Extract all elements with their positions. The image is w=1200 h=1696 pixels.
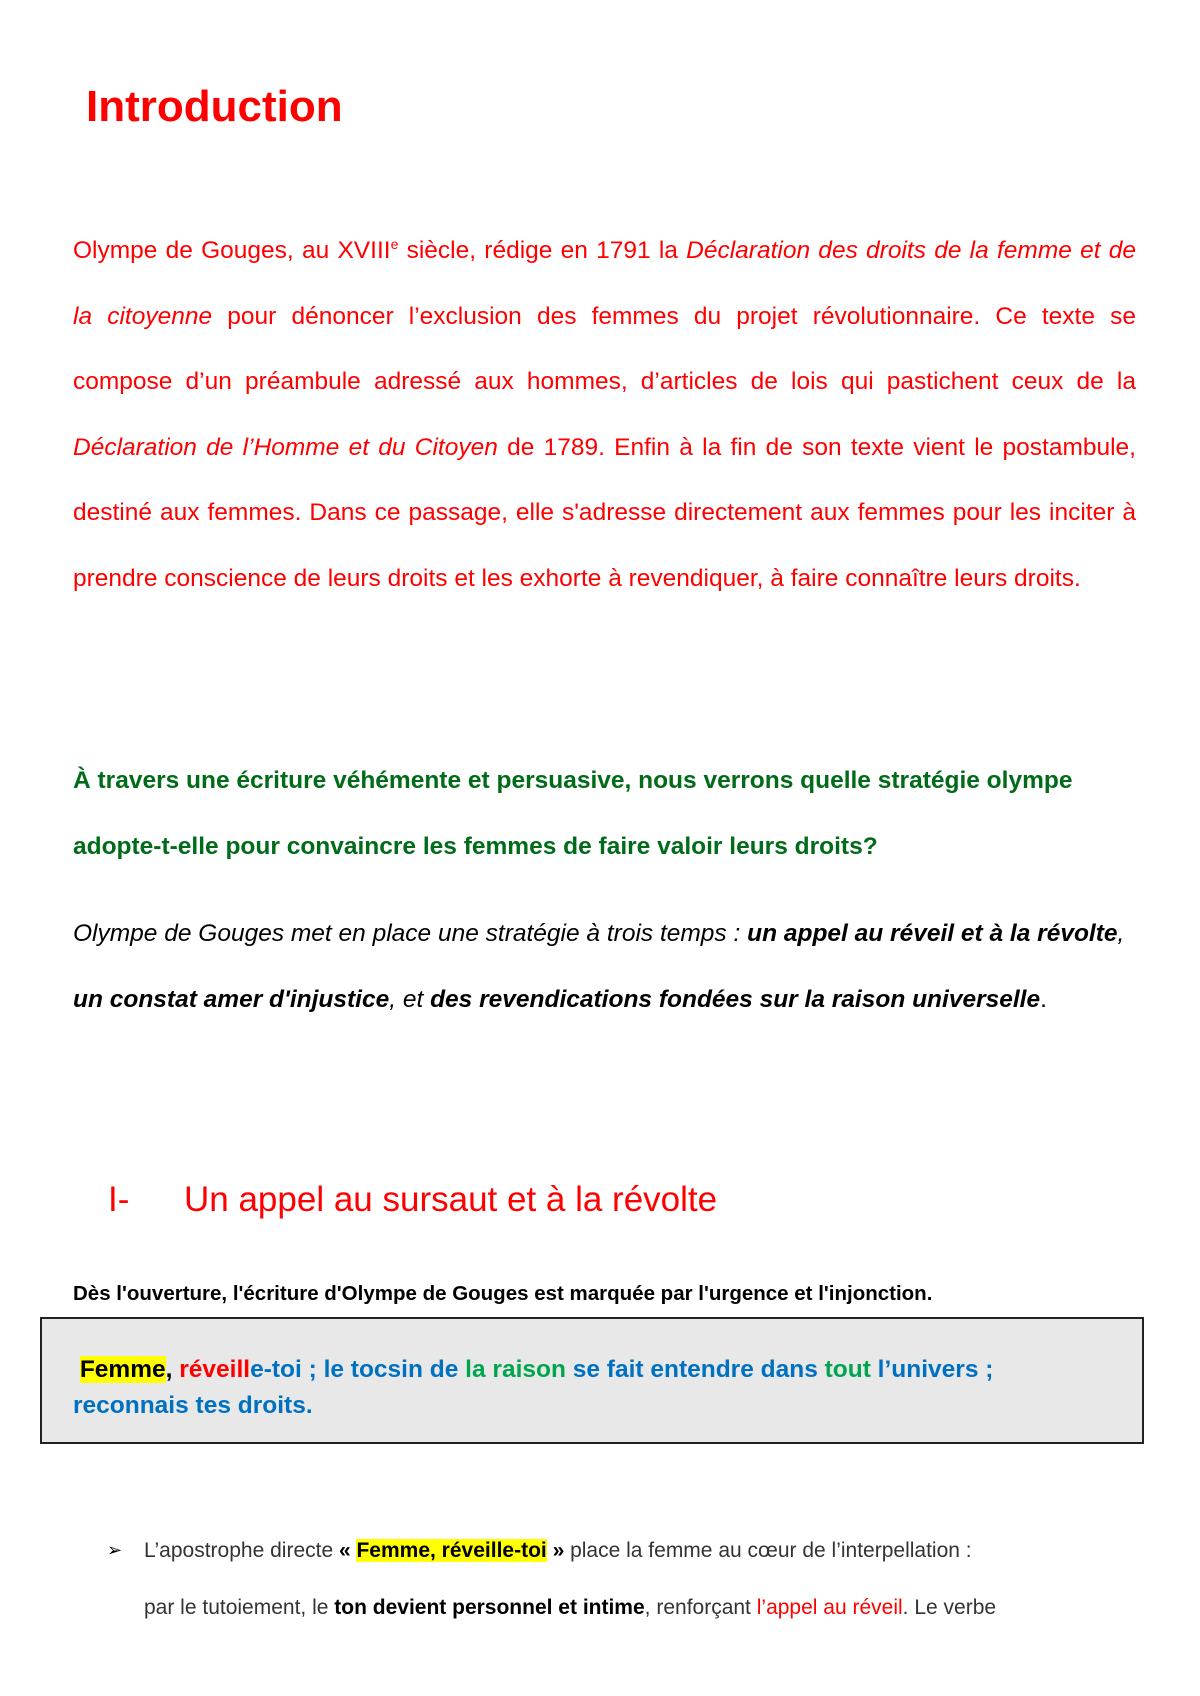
quote-text bbox=[73, 1352, 1103, 1424]
quote-part-2: e-toi ; le tocsin de bbox=[250, 1356, 466, 1383]
century-superscript: e bbox=[390, 236, 399, 252]
section-heading bbox=[108, 1180, 717, 1220]
bullet-text-2: place la femme au cœur de l’interpellation : bbox=[564, 1539, 972, 1562]
intro-paragraph bbox=[73, 212, 1136, 611]
bullet-line-1 bbox=[109, 1522, 1139, 1579]
bullet-text-3: par le tutoiement, le bbox=[144, 1596, 335, 1619]
plan-part-3: des revendications fondées sur la raison universelle bbox=[430, 985, 1041, 1013]
plan-part-1: un appel au réveil bbox=[747, 920, 955, 947]
plan-text-5: . bbox=[1040, 985, 1047, 1013]
plan-part-1b: à la révolte bbox=[989, 920, 1118, 947]
quote-box bbox=[40, 1317, 1144, 1444]
intro-text-3: pour dénoncer l’exclusion des femmes du projet révolutionnaire. Ce texte se compose d’un préambule adressé aux hommes, d’articles de lois qui pastichent ceux de la bbox=[73, 302, 1136, 396]
bullet-guillemet-close: » bbox=[546, 1539, 565, 1562]
bullet-line-2 bbox=[109, 1579, 1139, 1636]
bullet-bold-phrase: ton devient personnel et intime bbox=[334, 1596, 645, 1619]
bullet-item bbox=[109, 1522, 1139, 1636]
plan-text-4: , et bbox=[389, 985, 431, 1013]
bullet-text-4: , renforçant bbox=[644, 1596, 757, 1619]
plan-text-1: Olympe de Gouges met en place une stratégie à trois temps : bbox=[73, 920, 748, 947]
bullet-red-phrase: l’appel au réveil bbox=[756, 1596, 903, 1619]
plan-text-3: , bbox=[1117, 920, 1125, 947]
arrow-bullet-icon: ➢ bbox=[107, 1540, 123, 1560]
quote-tout: tout bbox=[824, 1356, 871, 1383]
quote-reveill: réveill bbox=[179, 1356, 251, 1383]
quote-la-raison: la raison bbox=[465, 1356, 566, 1383]
page-title: Introduction bbox=[86, 82, 343, 131]
intro-text-2: siècle, rédige en 1791 la bbox=[398, 237, 687, 265]
quote-part-3: se fait entendre dans bbox=[565, 1356, 825, 1383]
intro-text-4: de 1789. Enfin à la fin de son texte vient le postambule, destiné aux femmes. Dans ce passage, elle s'adresse directement aux femmes pour les inciter à prendre conscience de leurs droits et les exhorte à revendiquer, à faire connaître leurs droits. bbox=[73, 433, 1136, 592]
bullet-guillemet-open: « bbox=[338, 1539, 357, 1562]
intro-text-1: Olympe de Gouges, au XVIII bbox=[73, 237, 391, 265]
intro-italic-title-1: Déclaration des droits de la femme et de la citoyenne bbox=[73, 237, 1136, 330]
quote-femme: Femme bbox=[79, 1356, 166, 1383]
section-number: I- bbox=[108, 1180, 130, 1219]
bullet-quote-highlight: Femme, réveille-toi bbox=[356, 1539, 547, 1562]
plan-paragraph bbox=[73, 901, 1136, 1032]
lead-sentence: Dès l'ouverture, l'écriture d'Olympe de Gouges est marquée par l'urgence et l'injonction. bbox=[73, 1282, 933, 1305]
plan-part-2: un constat amer d'injustice bbox=[73, 985, 390, 1013]
bullet-text-1: L’apostrophe directe bbox=[144, 1539, 339, 1562]
section-title: Un appel au sursaut et à la révolte bbox=[184, 1180, 718, 1219]
plan-text-2: et bbox=[954, 920, 990, 947]
bullet-text-5: . Le verbe bbox=[902, 1596, 997, 1619]
quote-part-4: l’univers ; reconnais tes droits. bbox=[73, 1356, 994, 1419]
quote-comma: , bbox=[165, 1356, 180, 1383]
problematique: À travers une écriture véhémente et persuasive, nous verrons quelle stratégie olympe adopte-t-elle pour convaincre les femmes de faire valoir leurs droits? bbox=[73, 767, 1073, 860]
intro-italic-title-2: Déclaration de l’Homme et du Citoyen bbox=[73, 433, 498, 461]
